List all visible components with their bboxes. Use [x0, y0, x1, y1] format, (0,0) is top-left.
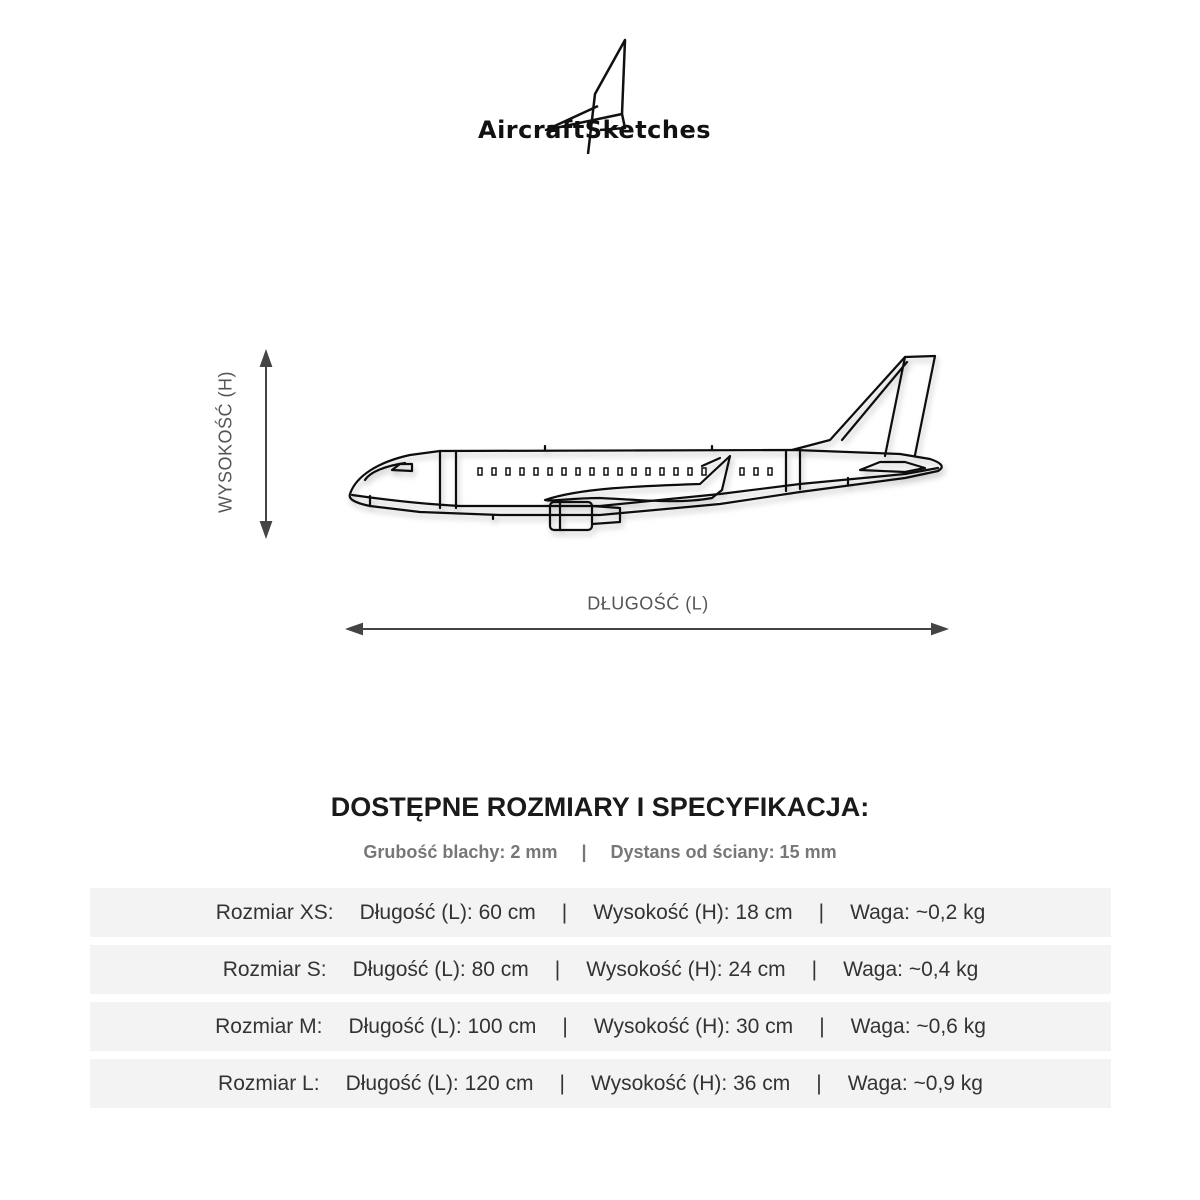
size-length: Długość (L): 100 cm [348, 1014, 537, 1038]
specs-subtitle [0, 842, 1200, 863]
size-row-m [90, 1002, 1111, 1051]
size-length: Długość (L): 60 cm [359, 900, 536, 924]
separator: | [559, 1071, 565, 1095]
separator: | [581, 842, 587, 862]
size-row-xs [90, 888, 1111, 937]
size-height: Wysokość (H): 18 cm [593, 900, 793, 924]
length-arrow-icon [348, 624, 946, 634]
size-height: Wysokość (H): 24 cm [586, 957, 786, 981]
separator: | [818, 900, 825, 924]
wall-distance: Dystans od ściany: 15 mm [610, 842, 837, 862]
sizes-table [90, 888, 1111, 1116]
sheet-thickness: Grubość blachy: 2 mm [363, 842, 558, 862]
size-height: Wysokość (H): 30 cm [593, 1014, 794, 1038]
specs-title: DOSTĘPNE ROZMIARY I SPECYFIKACJA: [330, 792, 870, 822]
separator: | [811, 957, 818, 981]
height-arrow-icon [261, 352, 271, 536]
size-name: Rozmiar M: [215, 1014, 323, 1038]
size-height: Wysokość (H): 36 cm [590, 1071, 791, 1095]
size-name: Rozmiar XS: [215, 900, 334, 924]
size-row-l [90, 1059, 1111, 1108]
size-weight: Waga: ~0,9 kg [847, 1071, 983, 1095]
size-row-s [90, 945, 1111, 994]
size-weight: Waga: ~0,6 kg [850, 1014, 986, 1038]
separator: | [819, 1014, 825, 1038]
size-weight: Waga: ~0,4 kg [843, 957, 979, 981]
size-name: Rozmiar S: [222, 957, 327, 981]
size-weight: Waga: ~0,2 kg [850, 900, 986, 924]
height-label: WYSOKOŚĆ (H) [215, 370, 236, 514]
separator: | [562, 1014, 568, 1038]
size-length: Długość (L): 120 cm [345, 1071, 534, 1095]
length-label: DŁUGOŚĆ (L) [587, 593, 709, 614]
brand-name: AircraftSketches [478, 116, 712, 144]
separator: | [816, 1071, 822, 1095]
separator: | [554, 957, 561, 981]
separator: | [561, 900, 568, 924]
size-name: Rozmiar L: [218, 1071, 320, 1095]
size-length: Długość (L): 80 cm [352, 957, 529, 981]
airplane-icon [350, 356, 942, 530]
